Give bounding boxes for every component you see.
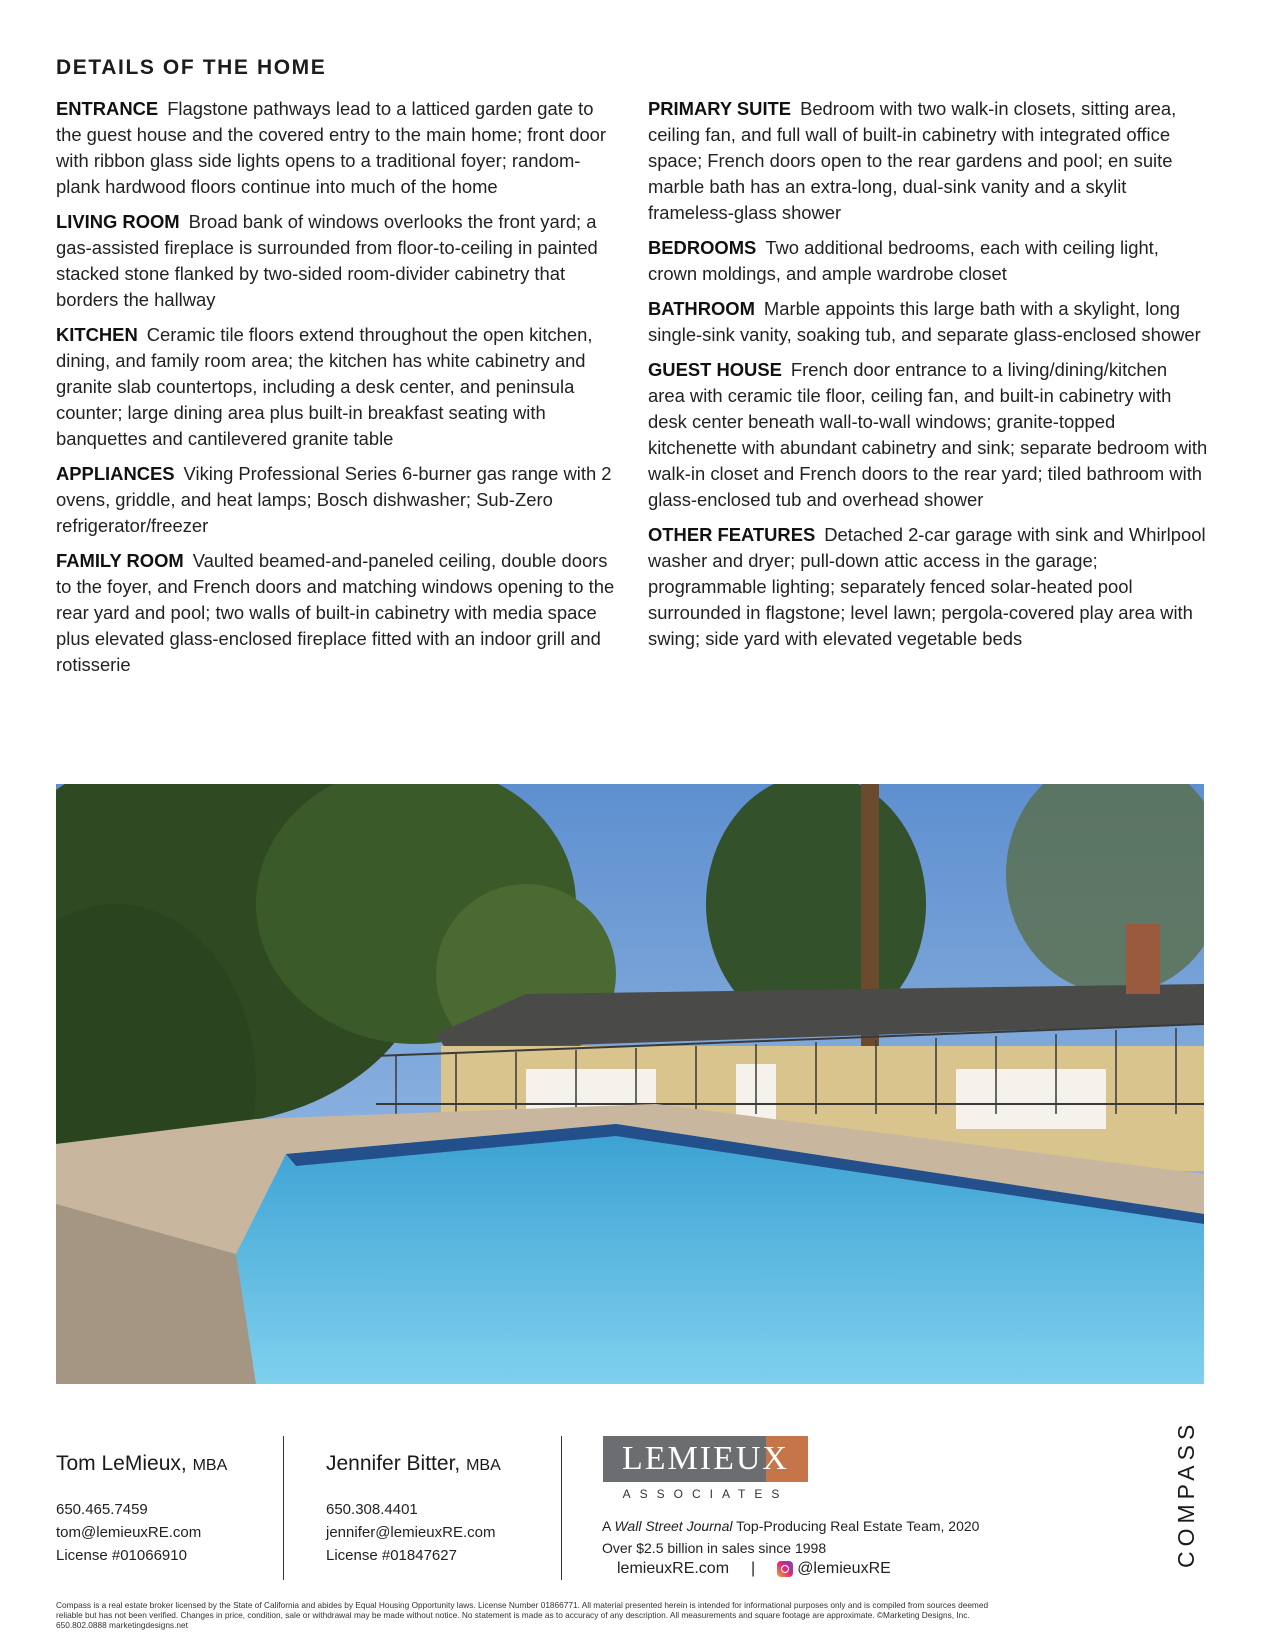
details-right-column (648, 96, 1208, 661)
website-link[interactable]: lemieuxRE.com (617, 1560, 730, 1577)
tagline-prefix: A (602, 1518, 615, 1534)
section-guest-house (648, 357, 1208, 513)
section-label: FAMILY ROOM (56, 550, 184, 571)
tagline-italic: Wall Street Journal (614, 1518, 733, 1534)
section-kitchen (56, 322, 616, 452)
details-left-column (56, 96, 616, 687)
agent-license: License #01847627 (326, 1547, 457, 1564)
agent-tom-lemieux (56, 1452, 227, 1567)
section-primary-suite (648, 96, 1208, 226)
section-text: Broad bank of windows overlooks the front yard; a gas-assisted fireplace is surrounded from floor-to-ceiling in painted stacked stone flanked by two-sided room-divider cabinetry that borders the hallway (56, 211, 598, 310)
section-label: OTHER FEATURES (648, 524, 816, 545)
section-text: Viking Professional Series 6-burner gas range with 2 ovens, griddle, and heat lamps; Bosch dishwasher; Sub-Zero refrigerator/freezer (56, 463, 612, 536)
link-separator: | (751, 1560, 756, 1577)
section-bedrooms (648, 235, 1208, 287)
section-bathroom (648, 296, 1208, 348)
agent-jennifer-bitter (326, 1452, 501, 1567)
agent-phone[interactable]: 650.308.4401 (326, 1501, 418, 1518)
agent-name-text: Tom LeMieux, (56, 1452, 187, 1475)
section-text: French door entrance to a living/dining/kitchen area with ceramic tile floor, ceiling fan, and built-in cabinetry with desk center beneath wall-to-wall windows; granite-topped kitchenette with abundant cabinetry and sink; separate bedroom with walk-in closet and French doors to the rear yard; tiled bathroom with glass-enclosed tub and overhead shower (648, 359, 1208, 510)
section-label: BEDROOMS (648, 237, 757, 258)
agent-phone[interactable]: 650.465.7459 (56, 1501, 148, 1518)
agent-name-text: Jennifer Bitter, (326, 1452, 461, 1475)
lemieux-logo-text: LEMIEUX (622, 1440, 789, 1477)
section-label: BATHROOM (648, 298, 755, 319)
section-text: Bedroom with two walk-in closets, sitting area, ceiling fan, and full wall of built-in cabinetry with integrated office space; French doors open to the rear gardens and pool; en suite marble bath has an extra-long, dual-sink vanity and a skylit frameless-glass shower (648, 98, 1177, 223)
instagram-handle[interactable]: @lemieuxRE (797, 1560, 891, 1577)
legal-disclaimer (56, 1600, 1206, 1630)
agent-email[interactable]: tom@lemieuxRE.com (56, 1524, 202, 1541)
section-text: Two additional bedrooms, each with ceiling light, crown moldings, and ample wardrobe closet (648, 237, 1159, 284)
section-family-room (56, 548, 616, 678)
instagram-icon (777, 1561, 793, 1577)
section-label: ENTRANCE (56, 98, 159, 119)
section-living-room (56, 209, 616, 313)
section-text: Marble appoints this large bath with a skylight, long single-sink vanity, soaking tub, and separate glass-enclosed shower (648, 298, 1201, 345)
sales-tagline: Over $2.5 billion in sales since 1998 (602, 1540, 827, 1556)
section-label: KITCHEN (56, 324, 138, 345)
disclaimer-line: 650.802.0888 marketingdesigns.net (56, 1620, 188, 1630)
pool-house-photo (56, 784, 1204, 1384)
tagline-suffix: Top-Producing Real Estate Team, 2020 (732, 1518, 980, 1534)
section-other-features (648, 522, 1208, 652)
section-label: PRIMARY SUITE (648, 98, 792, 119)
section-text: Detached 2-car garage with sink and Whirlpool washer and dryer; pull-down attic access in the garage; programmable lighting; separately fenced solar-heated pool surrounded in flagstone; level lawn; pergola-covered play area with swing; side yard with elevated vegetable beds (648, 524, 1206, 649)
section-text: Ceramic tile floors extend throughout the open kitchen, dining, and family room area; the kitchen has white cabinetry and granite slab countertops, including a desk center, and peninsula counter; large dining area plus built-in breakfast seating with banquettes and cantilevered granite table (56, 324, 593, 449)
divider (561, 1436, 562, 1580)
lemieux-logo-subtitle: ASSOCIATES (622, 1487, 789, 1501)
section-label: LIVING ROOM (56, 211, 180, 232)
team-tagline (602, 1515, 979, 1559)
agent-name (326, 1452, 501, 1476)
agent-name (56, 1452, 227, 1476)
section-entrance (56, 96, 616, 200)
agent-email[interactable]: jennifer@lemieuxRE.com (326, 1524, 496, 1541)
section-label: APPLIANCES (56, 463, 175, 484)
section-appliances (56, 461, 616, 539)
section-text: Vaulted beamed-and-paneled ceiling, double doors to the foyer, and French doors and matching windows opening to the rear yard and pool; two walls of built-in cabinetry with media space plus elevated glass-enclosed fireplace fitted with an indoor grill and rotisserie (56, 550, 615, 675)
page-heading: DETAILS OF THE HOME (56, 56, 327, 79)
section-label: GUEST HOUSE (648, 359, 782, 380)
disclaimer-line: Compass is a real estate broker licensed by the State of California and abides by Equal Housing Opportunity laws. License Number 01866771. All material presented herein is intended for informational purposes only and is compiled from sources deemed (56, 1600, 989, 1610)
contact-links (617, 1560, 891, 1578)
agent-credential: MBA (192, 1457, 228, 1474)
disclaimer-line: reliable but has not been verified. Changes in price, condition, sale or withdrawal may be made without notice. No statement is made as to accuracy of any description. All measurements and square footage are approximate. ©Marketing Designs, Inc. (56, 1610, 970, 1620)
divider (283, 1436, 284, 1580)
compass-logo: COMPASS (1173, 1419, 1199, 1568)
section-text: Flagstone pathways lead to a latticed garden gate to the guest house and the covered entry to the main home; front door with ribbon glass side lights opens to a traditional foyer; random-plank hardwood floors continue into much of the home (56, 98, 607, 197)
agent-license: License #01066910 (56, 1547, 187, 1564)
agent-credential: MBA (466, 1457, 501, 1474)
